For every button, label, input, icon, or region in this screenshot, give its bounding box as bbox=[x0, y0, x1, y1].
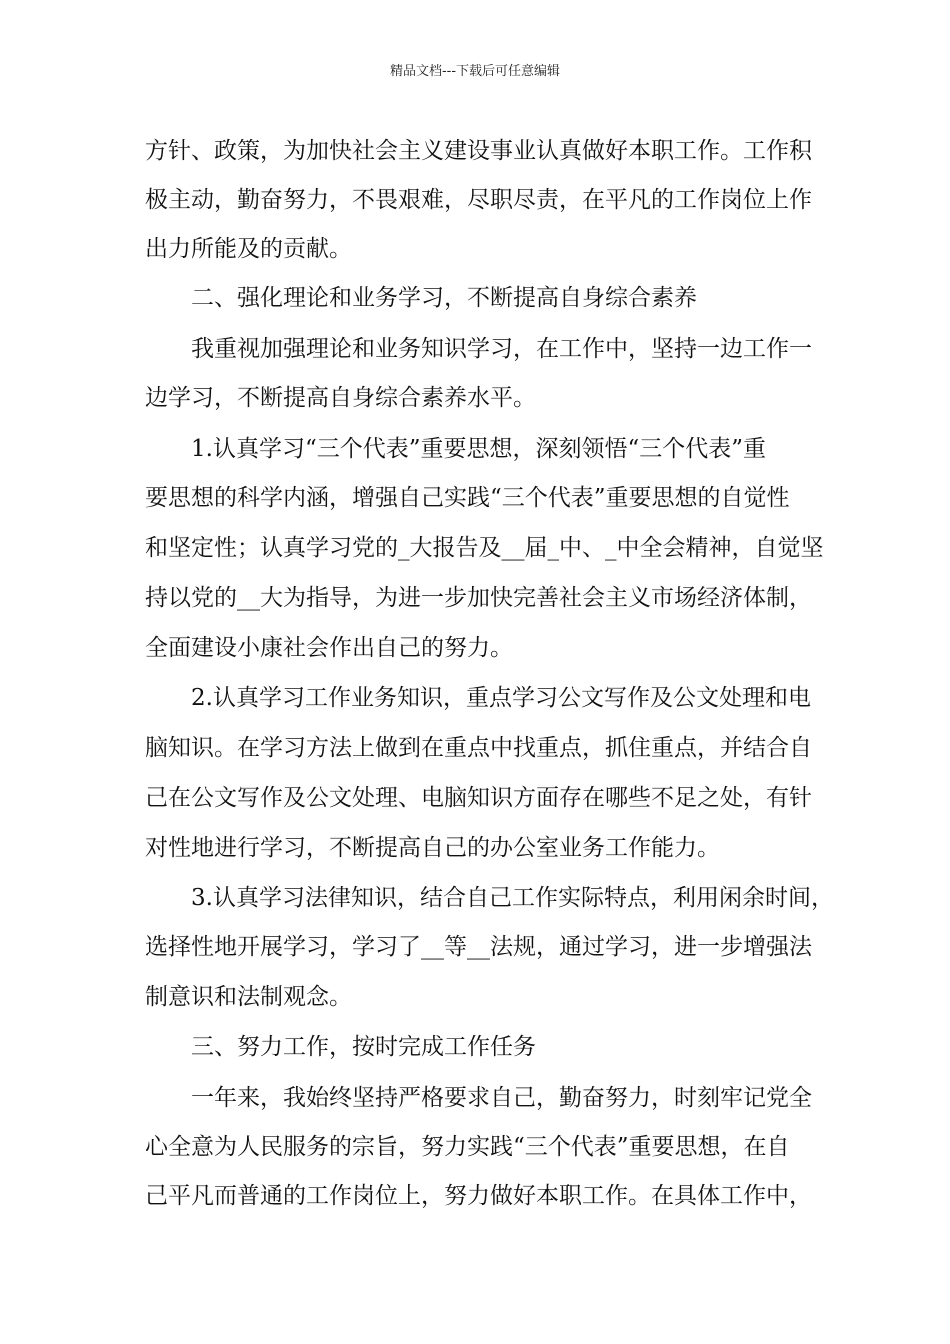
body-line: 和坚定性；认真学习党的_大报告及__届_中、_中全会精神，自觉坚 bbox=[145, 535, 824, 561]
body-line: 方针、政策，为加快社会主义建设事业认真做好本职工作。工作积 bbox=[145, 138, 812, 164]
body-line: 全面建设小康社会作出自己的努力。 bbox=[145, 635, 513, 661]
body-line: 出力所能及的贡献。 bbox=[145, 236, 352, 262]
body-line: 边学习，不断提高自身综合素养水平。 bbox=[145, 385, 536, 411]
body-line: 己在公文写作及公文处理、电脑知识方面存在哪些不足之处，有针 bbox=[145, 785, 812, 811]
body-line: 选择性地开展学习，学习了__等__法规，通过学习，进一步增强法 bbox=[145, 934, 812, 960]
body-line: 要思想的科学内涵，增强自己实践“三个代表”重要思想的自觉性 bbox=[145, 485, 790, 511]
section-heading: 二、强化理论和业务学习，不断提高自身综合素养 bbox=[191, 285, 697, 311]
body-line: 1.认真学习“三个代表”重要思想，深刻领悟“三个代表”重 bbox=[191, 436, 766, 462]
page-header: 精品文档---下载后可任意编辑 bbox=[389, 64, 561, 79]
body-line: 持以党的__大为指导，为进一步加快完善社会主义市场经济体制， bbox=[145, 585, 812, 611]
section-heading: 三、努力工作，按时完成工作任务 bbox=[191, 1034, 536, 1060]
body-line: 脑知识。在学习方法上做到在重点中找重点，抓住重点，并结合自 bbox=[145, 735, 812, 761]
body-line: 对性地进行学习，不断提高自己的办公室业务工作能力。 bbox=[145, 835, 720, 861]
body-line: 我重视加强理论和业务知识学习，在工作中，坚持一边工作一 bbox=[191, 336, 812, 362]
body-line: 心全意为人民服务的宗旨，努力实践“三个代表”重要思想，在自 bbox=[145, 1134, 790, 1160]
body-line: 2.认真学习工作业务知识，重点学习公文写作及公文处理和电 bbox=[191, 685, 811, 711]
body-line: 极主动，勤奋努力，不畏艰难，尽职尽责，在平凡的工作岗位上作 bbox=[145, 187, 812, 213]
body-line: 制意识和法制观念。 bbox=[145, 984, 352, 1010]
body-line: 己平凡而普通的工作岗位上，努力做好本职工作。在具体工作中， bbox=[145, 1183, 812, 1209]
body-line: 一年来，我始终坚持严格要求自己，勤奋努力，时刻牢记党全 bbox=[191, 1085, 812, 1111]
body-line: 3.认真学习法律知识，结合自己工作实际特点，利用闲余时间， bbox=[191, 885, 834, 911]
